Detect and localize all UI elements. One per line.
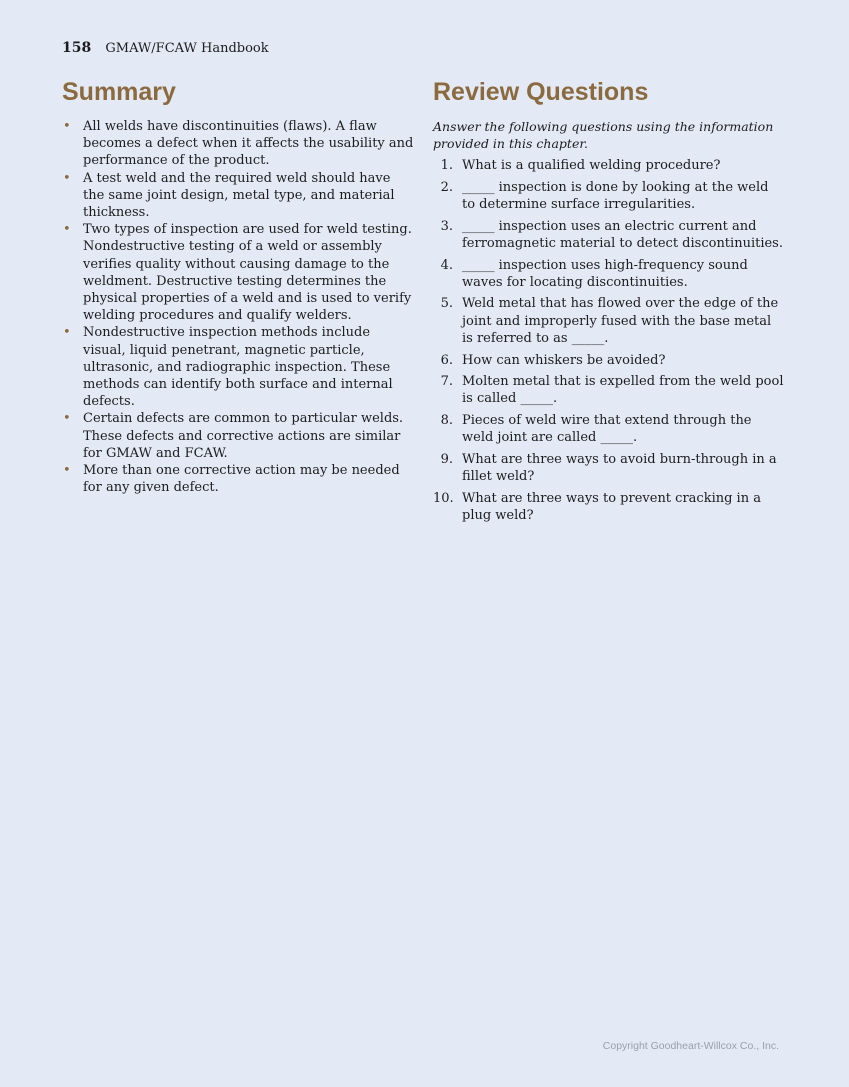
summary-title: Summary [62,78,176,106]
question-text: _____ inspection is done by looking at the weld to determine surface irregularities. [462,179,769,212]
review-questions-section [433,78,785,529]
question-number: 5. [440,296,453,312]
book-title: GMAW/FCAW Handbook [105,41,269,56]
summary-item-text: A test weld and the required weld should have the same joint design, metal type, and material thickness. [83,170,395,221]
question-item [433,257,785,291]
question-number: 10. [433,490,454,506]
question-item [433,490,785,524]
question-text: How can whiskers be avoided? [462,352,666,368]
summary-item-text: Two types of inspection are used for weld testing. Nondestructive testing of a weld or assembly verifies quality without causing damage to the weldment. Destructive testing determines the physical properties of a weld and is used to verify welding procedures and qualify welders. [83,222,412,324]
question-item [433,412,785,446]
question-text: Pieces of weld wire that extend through the weld joint are called _____. [462,413,752,446]
question-number: 7. [440,374,453,390]
question-text: What are three ways to prevent cracking in a plug weld? [462,490,761,524]
summary-item-text: Certain defects are common to particular welds. These defects and corrective actions are similar for GMAW and FCAW. [83,411,404,461]
question-item [433,179,785,213]
question-text: _____ inspection uses high-frequency sound waves for locating discontinuities. [462,257,748,290]
question-item [433,373,785,407]
bullet-icon: • [63,119,71,134]
question-text: Weld metal that has flowed over the edge of the joint and improperly fused with the base metal is referred to as _____. [462,296,779,346]
summary-item-text: All welds have discontinuities (flaws). A flaw becomes a defect when it affects the usability and performance of the product. [83,119,414,169]
question-number: 4. [440,257,453,273]
question-text: _____ inspection uses an electric current and ferromagnetic material to detect discontinuities. [462,218,783,251]
summary-item [62,170,414,222]
page-header [62,40,269,56]
review-instructions: Answer the following questions using the information provided in this chapter. [433,119,774,151]
bullet-icon: • [63,170,71,186]
page-number: 158 [62,40,92,56]
summary-item [62,462,414,496]
summary-item [62,324,414,410]
summary-item [62,221,414,324]
question-item [433,352,785,369]
review-questions-title: Review Questions [433,78,649,106]
bullet-icon: • [63,325,71,341]
question-number: 9. [440,452,453,468]
summary-section [62,78,414,496]
question-item [433,451,785,485]
question-number: 1. [440,158,453,173]
questions-list [433,157,785,524]
question-item [433,218,785,252]
question-number: 2. [440,179,453,195]
bullet-icon: • [63,463,71,479]
summary-item-text: Nondestructive inspection methods include visual, liquid penetrant, magnetic particle, ultrasonic, and radiographic inspection. These methods can identify both surface and internal defects. [83,325,393,410]
bullet-icon: • [63,411,71,427]
question-number: 6. [440,352,453,368]
question-item [433,157,785,174]
question-number: 8. [440,413,453,429]
summary-list [62,118,414,496]
question-item [433,295,785,347]
summary-item [62,410,414,462]
question-text: What is a qualified welding procedure? [462,158,721,173]
question-number: 3. [440,218,453,234]
question-text: Molten metal that is expelled from the weld pool is called _____. [462,374,784,407]
question-text: What are three ways to avoid burn-through in a fillet weld? [462,452,777,485]
summary-item [62,118,414,170]
copyright-notice: Copyright Goodheart-Willcox Co., Inc. [602,1040,779,1052]
summary-item-text: More than one corrective action may be needed for any given defect. [83,463,400,496]
bullet-icon: • [63,222,71,238]
